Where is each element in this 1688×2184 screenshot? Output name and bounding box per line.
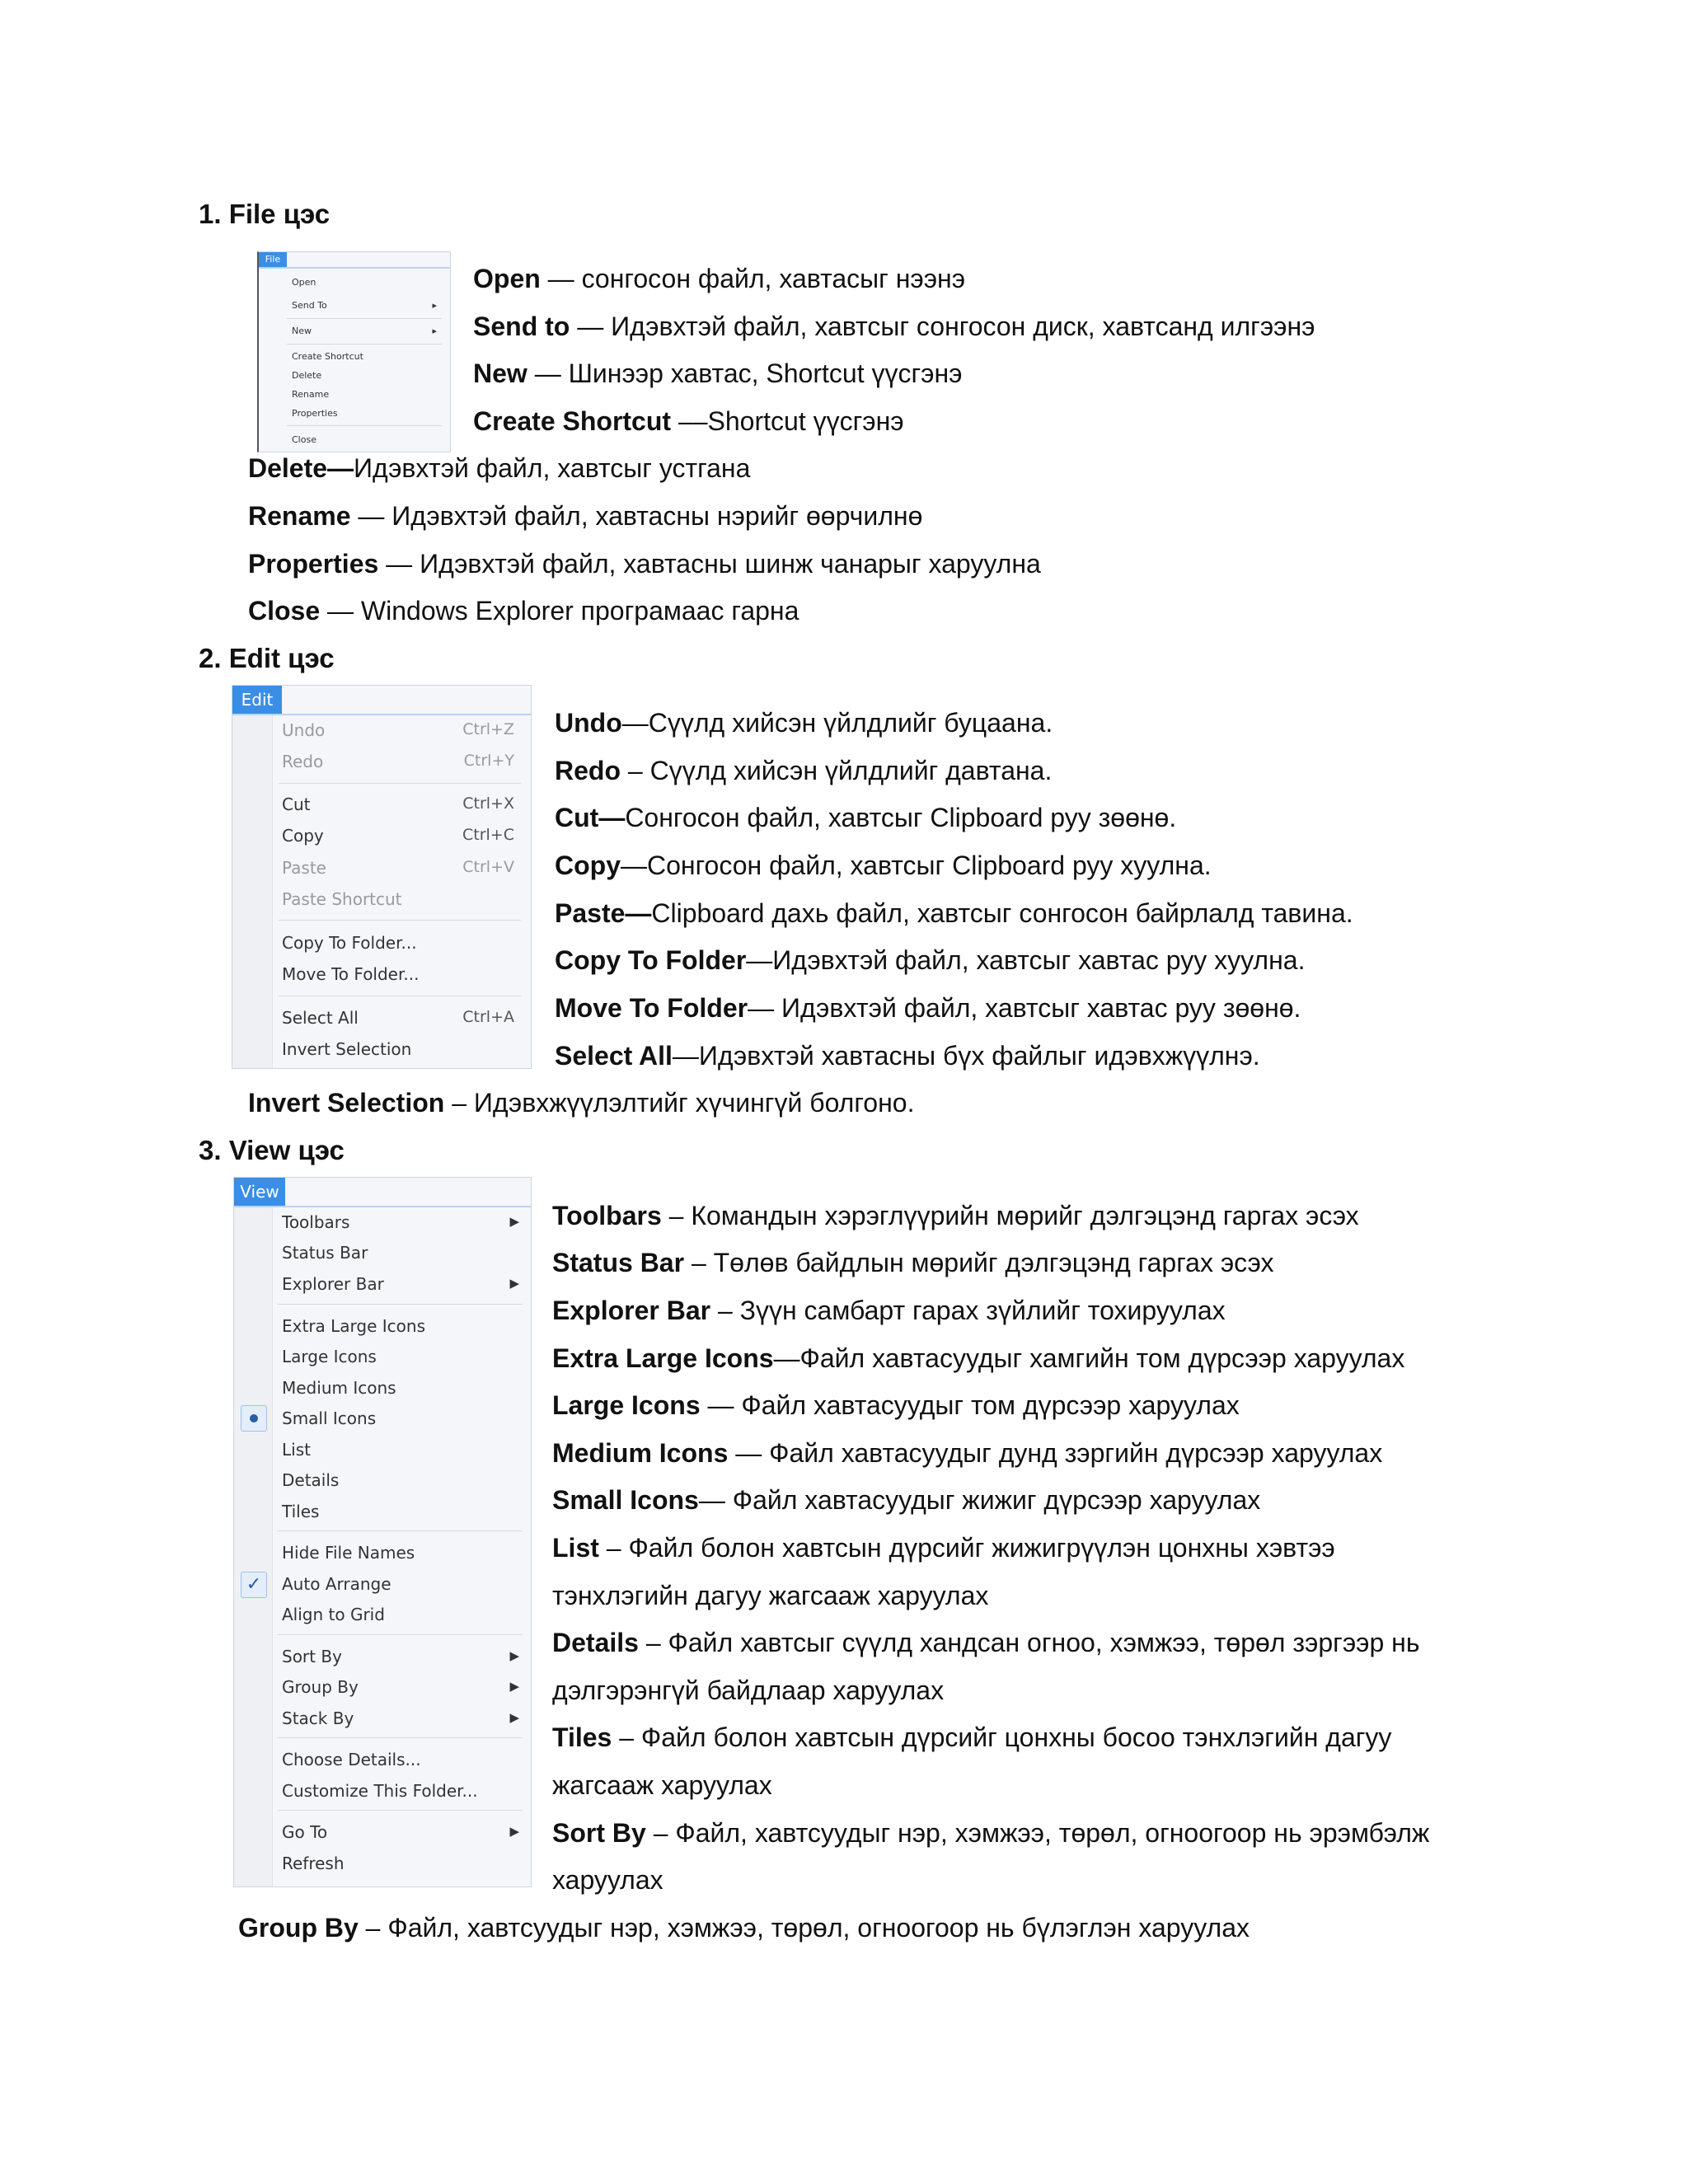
radio-selected-icon bbox=[241, 1405, 267, 1432]
menu-item: Align to Grid bbox=[282, 1605, 385, 1624]
menu-item: Copy bbox=[282, 826, 324, 846]
menu-item: Redo bbox=[282, 752, 324, 771]
desc-line: Delete—Идэвхтэй файл, хавтсыг устгана bbox=[248, 453, 751, 483]
menu-item: Explorer Bar bbox=[282, 1274, 384, 1294]
menu-shortcut: Ctrl+V bbox=[462, 858, 514, 876]
menu-item: Properties bbox=[292, 408, 338, 419]
menu-item: Cut bbox=[282, 794, 311, 814]
menu-item: Create Shortcut bbox=[292, 351, 363, 362]
desc-line: Copy To Folder—Идэвхтэй файл, хавтсыг хавтас руу хуулна. bbox=[555, 945, 1306, 975]
menu-item: Undo bbox=[282, 720, 326, 740]
menu-header-view: View bbox=[234, 1178, 285, 1206]
desc-line: Sort By – Файл, хавтсуудыг нэр, хэмжээ, төрөл, огноогоор нь эрэмбэлж bbox=[552, 1818, 1430, 1848]
desc-line: Group By – Файл, хавтсуудыг нэр, хэмжээ, төрөл, огноогоор нь бүлэглэн харуулах bbox=[238, 1913, 1250, 1943]
desc-line: Medium Icons — Файл хавтасуудыг дунд зэргийн дүрсээр харуулах bbox=[552, 1438, 1383, 1468]
menu-item: Stack By bbox=[282, 1708, 354, 1728]
desc-line: Create Shortcut ––Shortcut үүсгэнэ bbox=[473, 406, 904, 436]
menu-shortcut: Ctrl+A bbox=[462, 1008, 514, 1026]
submenu-arrow-icon: ▶ bbox=[509, 1824, 519, 1839]
desc-line: Copy—Сонгосон файл, хавтсыг Clipboard руу хуулна. bbox=[555, 851, 1212, 880]
desc-line: Cut—Сонгосон файл, хавтсыг Clipboard руу зөөнө. bbox=[555, 803, 1177, 832]
desc-line: Move To Folder— Идэвхтэй файл, хавтсыг хавтас руу зөөнө. bbox=[555, 993, 1301, 1023]
menu-item: Go To bbox=[282, 1822, 328, 1842]
view-menu-screenshot bbox=[233, 1177, 532, 1887]
submenu-arrow-icon: ▶ bbox=[509, 1679, 519, 1694]
section-heading-view: 3. View цэс bbox=[199, 1135, 345, 1165]
desc-line: Undo—Сүүлд хийсэн үйлдлийг буцаана. bbox=[555, 708, 1053, 738]
menu-item: Group By bbox=[282, 1677, 359, 1697]
desc-line: Select All—Идэвхтэй хавтасны бүх файлыг идэвхжүүлнэ. bbox=[555, 1041, 1260, 1071]
menu-item: Medium Icons bbox=[282, 1378, 396, 1398]
submenu-arrow-icon: ▸ bbox=[432, 326, 437, 336]
menu-item: Select All bbox=[282, 1008, 359, 1028]
desc-line: Invert Selection – Идэвхжүүлэлтийг хүчингүй болгоно. bbox=[248, 1088, 915, 1118]
menu-item: Move To Folder... bbox=[282, 964, 420, 984]
menu-item: Copy To Folder... bbox=[282, 933, 417, 953]
menu-item: Small Icons bbox=[282, 1408, 377, 1428]
menu-header-file: File bbox=[259, 252, 287, 267]
submenu-arrow-icon: ▸ bbox=[432, 300, 437, 311]
menu-item: Paste bbox=[282, 858, 326, 878]
submenu-arrow-icon: ▶ bbox=[509, 1710, 519, 1725]
menu-item: Refresh bbox=[282, 1854, 345, 1873]
menu-item: Delete bbox=[292, 370, 322, 381]
menu-shortcut: Ctrl+C bbox=[462, 826, 514, 844]
desc-line: Small Icons— Файл хавтасуудыг жижиг дүрсээр харуулах bbox=[552, 1485, 1261, 1515]
desc-line: Tiles – Файл болон хавтсын дүрсийг цонхны босоо тэнхлэгийн дагуу bbox=[552, 1722, 1392, 1752]
menu-item: Close bbox=[292, 434, 316, 445]
menu-item: Auto Arrange bbox=[282, 1574, 392, 1594]
desc-line: Large Icons — Файл хавтасуудыг том дүрсээр харуулах bbox=[552, 1390, 1240, 1420]
menu-item: Choose Details... bbox=[282, 1750, 421, 1769]
menu-item: Status Bar bbox=[282, 1243, 368, 1263]
edit-menu-screenshot bbox=[232, 685, 532, 1069]
desc-line: Extra Large Icons—Файл хавтасуудыг хамгийн том дүрсээр харуулах bbox=[552, 1343, 1405, 1373]
menu-item: New bbox=[292, 326, 312, 336]
file-menu-screenshot bbox=[257, 251, 451, 452]
menu-item: Invert Selection bbox=[282, 1039, 412, 1059]
menu-header-edit: Edit bbox=[232, 686, 282, 714]
menu-item: Large Icons bbox=[282, 1347, 377, 1366]
menu-item: List bbox=[282, 1440, 311, 1460]
menu-item: Extra Large Icons bbox=[282, 1316, 426, 1336]
desc-line: Toolbars – Командын хэрэглүүрийн мөрийг дэлгэцэнд гаргах эсэх bbox=[552, 1201, 1359, 1230]
menu-item: Sort By bbox=[282, 1647, 342, 1666]
desc-line-continued: харуулах bbox=[552, 1865, 663, 1895]
menu-shortcut: Ctrl+X bbox=[462, 794, 514, 813]
desc-line-continued: дэлгэрэнгүй байдлаар харуулах bbox=[552, 1675, 945, 1705]
menu-item: Tiles bbox=[282, 1502, 320, 1521]
desc-line: Rename — Идэвхтэй файл, хавтасны нэрийг өөрчилнө bbox=[248, 501, 923, 531]
menu-item: Customize This Folder... bbox=[282, 1781, 478, 1801]
desc-line: Status Bar – Төлөв байдлын мөрийг дэлгэцэнд гаргах эсэх bbox=[552, 1248, 1274, 1277]
submenu-arrow-icon: ▶ bbox=[509, 1276, 519, 1291]
desc-line-continued: тэнхлэгийн дагуу жагсааж харуулах bbox=[552, 1581, 989, 1610]
menu-item: Rename bbox=[292, 389, 330, 400]
menu-item: Hide File Names bbox=[282, 1543, 415, 1563]
desc-line: Properties — Идэвхтэй файл, хавтасны шинж чанарыг харуулна bbox=[248, 549, 1041, 579]
desc-line: Details – Файл хавтсыг сүүлд хандсан огноо, хэмжээ, төрөл зэргээр нь bbox=[552, 1628, 1420, 1657]
menu-shortcut: Ctrl+Y bbox=[463, 752, 514, 770]
desc-line: Open — сонгосон файл, хавтасыг нээнэ bbox=[473, 264, 966, 293]
checkmark-icon: ✓ bbox=[241, 1572, 267, 1598]
desc-line: Redo – Сүүлд хийсэн үйлдлийг давтана. bbox=[555, 756, 1053, 785]
desc-line: Explorer Bar – Зүүн самбарт гарах зүйлийг тохируулах bbox=[552, 1296, 1226, 1325]
menu-item: Open bbox=[292, 277, 316, 288]
desc-line: Close — Windows Explorer програмаас гарна bbox=[248, 596, 799, 626]
menu-shortcut: Ctrl+Z bbox=[462, 720, 514, 738]
desc-line: Send to — Идэвхтэй файл, хавтсыг сонгосон диск, хавтсанд илгээнэ bbox=[473, 312, 1315, 341]
submenu-arrow-icon: ▶ bbox=[509, 1214, 519, 1229]
section-heading-file: 1. File цэс bbox=[199, 199, 331, 229]
menu-item: Paste Shortcut bbox=[282, 889, 402, 909]
desc-line: List – Файл болон хавтсын дүрсийг жижигрүүлэн цонхны хэвтээ bbox=[552, 1533, 1335, 1563]
menu-item: Toolbars bbox=[282, 1212, 350, 1232]
submenu-arrow-icon: ▶ bbox=[509, 1648, 519, 1663]
desc-line-continued: жагсааж харуулах bbox=[552, 1770, 772, 1800]
section-heading-edit: 2. Edit цэс bbox=[199, 643, 335, 673]
desc-line: New — Шинээр хавтас, Shortcut үүсгэнэ bbox=[473, 359, 963, 388]
menu-item: Details bbox=[282, 1470, 340, 1490]
menu-item: Send To bbox=[292, 300, 327, 311]
desc-line: Paste—Clipboard дахь файл, хавтсыг сонгосон байрлалд тавина. bbox=[555, 898, 1353, 928]
